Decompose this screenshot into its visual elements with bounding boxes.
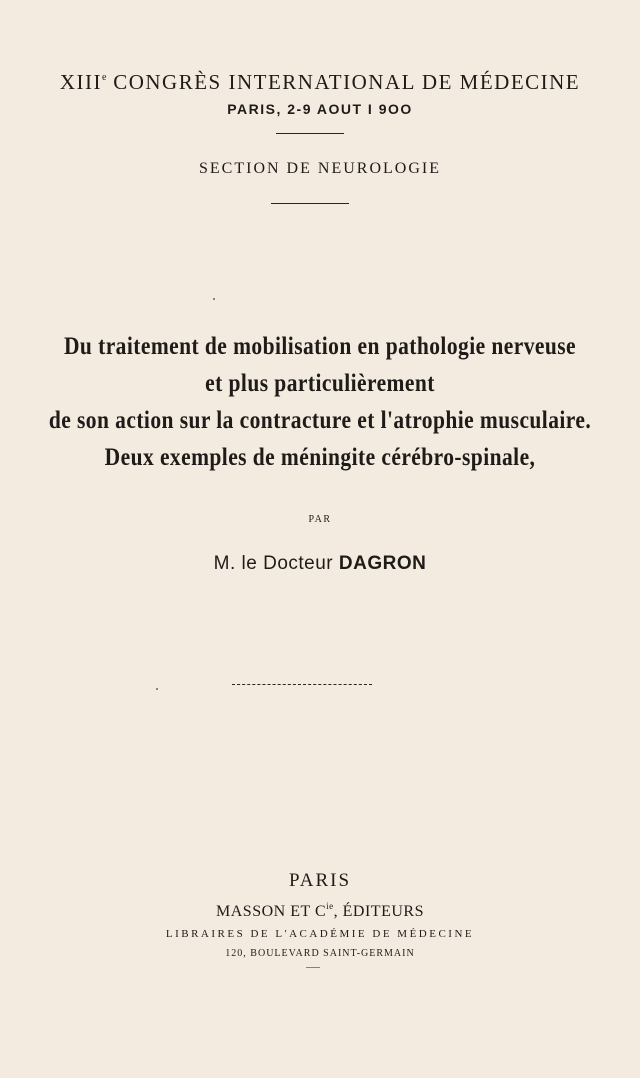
- publisher-name: MASSON ET C: [216, 903, 327, 920]
- publisher-line: [0, 901, 640, 921]
- imprint-city: PARIS: [288, 870, 352, 891]
- title-line-4: Deux exemples de méningite cérébro-spinale,: [104, 444, 536, 471]
- paper-speck: [156, 688, 158, 690]
- publisher-role: , ÉDITEURS: [333, 903, 424, 920]
- author-name: DAGRON: [338, 553, 427, 574]
- congress-name: CONGRÈS INTERNATIONAL DE MÉDECINE: [106, 70, 581, 94]
- publisher-address: 120, BOULEVARD SAINT-GERMAIN: [225, 948, 415, 959]
- author-line: [0, 553, 640, 575]
- publisher-affiliation: LIBRAIRES DE L'ACADÉMIE DE MÉDECINE: [165, 928, 475, 940]
- congress-number-suffix: e: [102, 72, 107, 83]
- ornamental-dashed-rule: [232, 684, 372, 685]
- congress-heading: [0, 70, 640, 95]
- publisher-name-suffix: ie: [326, 901, 334, 911]
- title-line-1: Du traitement de mobilisation en pathologie nerveuse: [63, 333, 577, 360]
- by-label: PAR: [308, 514, 332, 525]
- divider-rule-3: [306, 967, 320, 968]
- divider-rule-1: [276, 133, 344, 134]
- congress-dates: PARIS, 2-9 AOUT I 9OO: [227, 101, 413, 117]
- author-prefix: M. le Docteur: [213, 553, 339, 574]
- divider-rule-2: [271, 203, 349, 204]
- section-heading: SECTION DE NEUROLOGIE: [199, 160, 441, 177]
- title-line-3: de son action sur la contracture et l'atrophie musculaire.: [48, 407, 592, 434]
- title-line-2: et plus particulièrement: [205, 370, 435, 397]
- congress-number: XIII: [59, 70, 102, 94]
- paper-speck: [213, 298, 215, 300]
